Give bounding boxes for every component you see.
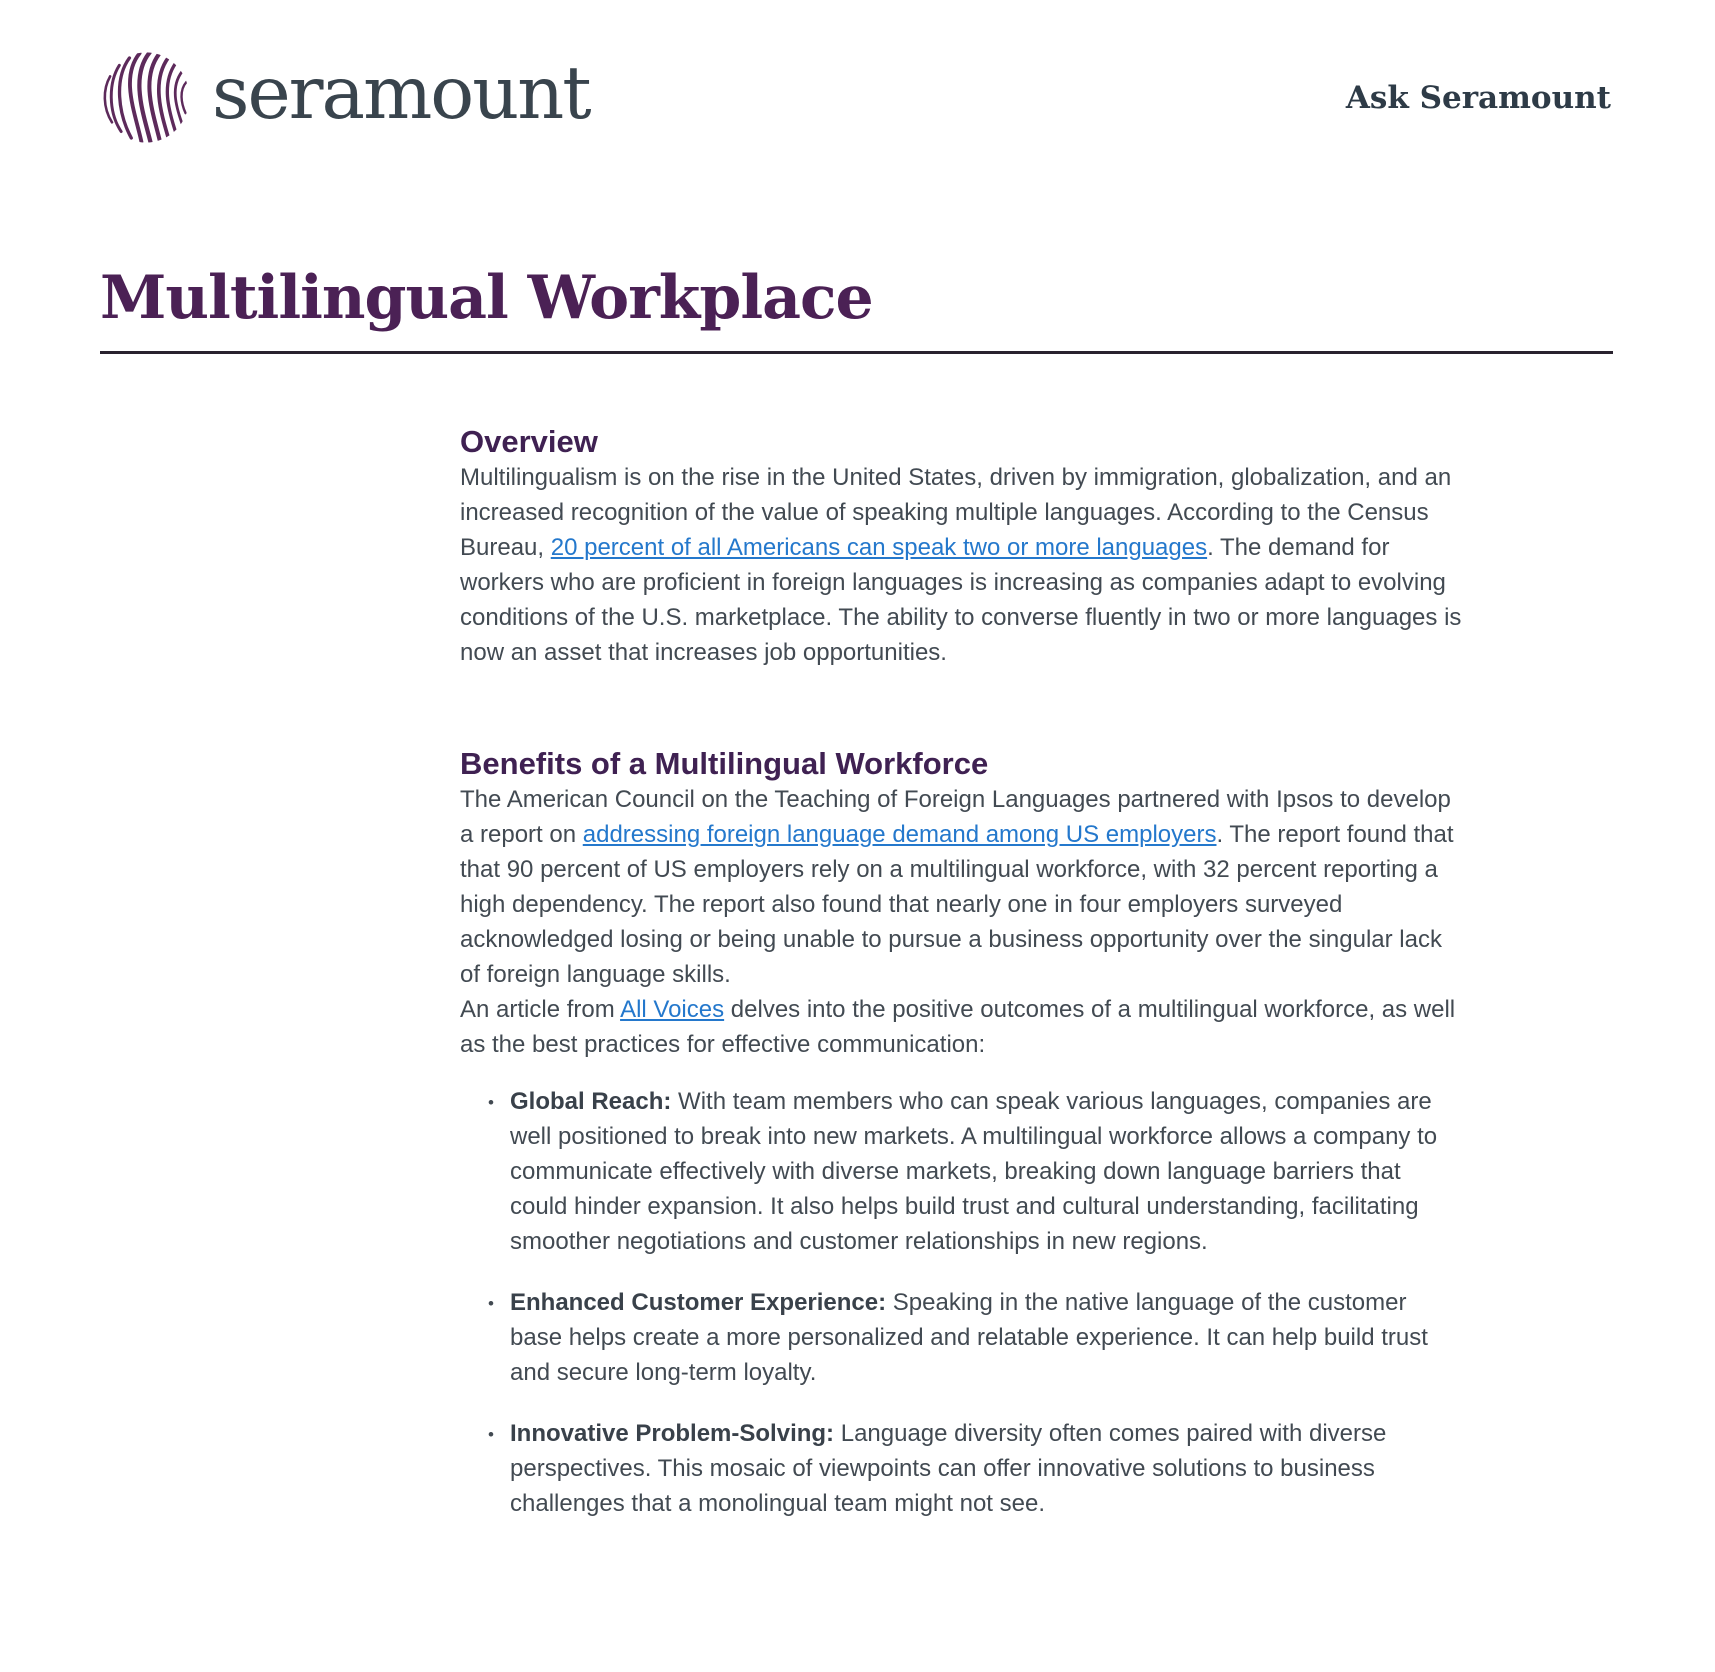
title-divider	[100, 351, 1613, 354]
benefits-paragraph-1	[460, 782, 1463, 992]
census-bureau-stat-link[interactable]: 20 percent of all Americans can speak two or more languages	[550, 534, 1208, 561]
bullet-text: With team members who can speak various languages, companies are well positioned to break into new markets. A multilingual workforce allows a company to communicate effectively with diverse markets, breaking down language barriers that could hinder expansion. It also helps build trust and cultural understanding, facilitating smoother negotiations and customer relationships in new regions.	[510, 1088, 1438, 1255]
page-header	[0, 0, 1715, 145]
bullet-text: Speaking in the native language of the customer base helps create a more personalized and relatable experience. It can help build trust and secure long-term loyalty.	[510, 1289, 1428, 1386]
actfl-report-link[interactable]: addressing foreign language demand among US employers	[582, 821, 1217, 848]
overview-text-2: . The demand for workers who are proficient in foreign languages is increasing as companies adapt to evolving conditions of the U.S. marketplace. The ability to converse fluently in two or more languages is now an asset that increases job opportunities.	[460, 534, 1462, 666]
list-item-innovative-problem-solving	[488, 1416, 1463, 1521]
benefits-text-4: delves into the positive outcomes of a multilingual workforce, as well as the best practices for effective communication:	[460, 996, 1456, 1058]
brand-wordmark: seramount	[212, 51, 590, 136]
page-title: Multilingual Workplace	[100, 263, 873, 333]
benefits-bullet-list	[460, 1084, 1463, 1521]
benefits-heading: Benefits of a Multilingual Workforce	[460, 746, 989, 781]
list-item-global-reach	[488, 1084, 1463, 1259]
article-content	[460, 424, 1463, 1521]
bullet-label: Global Reach:	[510, 1088, 672, 1115]
ask-seramount-link[interactable]: Ask Seramount	[1345, 79, 1611, 116]
list-item-enhanced-customer-experience	[488, 1285, 1463, 1390]
seramount-brand	[100, 50, 590, 145]
benefits-text-1: The American Council on the Teaching of Foreign Languages partnered with Ipsos to develop a report on	[460, 786, 1451, 848]
all-voices-link[interactable]: All Voices	[620, 996, 725, 1023]
overview-text-1: Multilingualism is on the rise in the United States, driven by immigration, globalization, and an increased recognition of the value of speaking multiple languages. According to the Census Bureau,	[460, 464, 1452, 561]
benefits-text-3: An article from	[460, 996, 621, 1023]
bullet-label: Enhanced Customer Experience:	[510, 1289, 887, 1316]
seramount-swirl-logo-icon	[100, 50, 192, 145]
benefits-text-2: . The report found that that 90 percent of US employers rely on a multilingual workforce, with 32 percent reporting a high dependency. The report also found that nearly one in four employers surveyed acknowledged losing or being unable to pursue a business opportunity over the singular lack of foreign language skills.	[460, 821, 1454, 988]
overview-paragraph	[460, 460, 1463, 670]
title-block	[0, 263, 1715, 354]
overview-heading: Overview	[460, 424, 598, 459]
bullet-label: Innovative Problem-Solving:	[510, 1420, 835, 1447]
benefits-paragraph-2	[460, 992, 1463, 1062]
bullet-text: Language diversity often comes paired with diverse perspectives. This mosaic of viewpoints can offer innovative solutions to business challenges that a monolingual team might not see.	[510, 1420, 1387, 1517]
